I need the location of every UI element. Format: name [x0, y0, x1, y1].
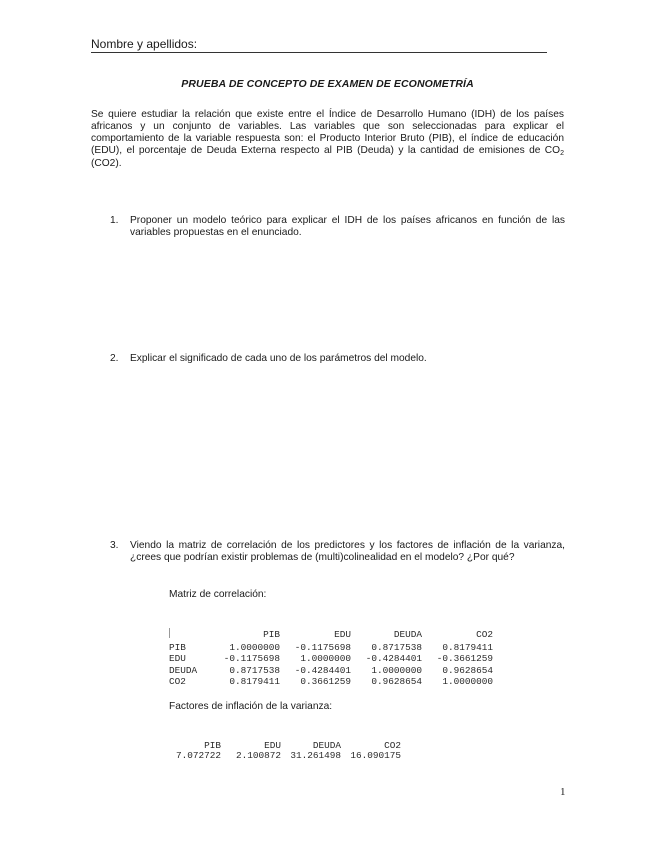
intro-paragraph — [91, 109, 564, 170]
cell: 31.261498 — [290, 750, 341, 761]
vif-label: Factores de inflación de la varianza: — [169, 701, 333, 712]
page-number: 1 — [560, 786, 566, 798]
cell: 16.090175 — [350, 750, 401, 761]
cell: -0.4284401 — [294, 664, 351, 676]
intro-text: Se quiere estudiar la relación que existe entre el Índice de Desarrollo Humano (IDH) de los países africanos y un conjunto de variables. Las variables que son seleccionadas para explicar el comportamiento de la variable respuesta son: el Producto Interior Bruto (PIB), el índice de educación (EDU), el porcentaje de Deuda Externa respecto al PIB (Deuda) y la cantidad de emisiones de CO — [91, 109, 564, 156]
name-field-line — [91, 38, 547, 53]
question-3 — [110, 540, 565, 564]
column-header: DEUDA — [393, 629, 422, 640]
question-number: 2. — [110, 353, 119, 364]
cell: 0.8717538 — [229, 664, 280, 676]
cell: 1.0000000 — [300, 653, 351, 664]
row-header: EDU — [169, 653, 186, 664]
cell: 1.0000000 — [442, 676, 493, 687]
column-header: CO2 — [384, 740, 401, 751]
vif-table — [169, 741, 401, 761]
cell: -0.1175698 — [294, 641, 351, 653]
column-header: CO2 — [476, 629, 493, 640]
intro-text-end: (CO2). — [91, 158, 122, 169]
row-header: PIB — [169, 641, 186, 653]
cell: -0.3661259 — [436, 653, 493, 664]
cell: 7.072722 — [175, 750, 221, 761]
table-row — [169, 751, 401, 761]
cell: 0.8179411 — [229, 676, 280, 687]
cell: 0.8717538 — [371, 641, 422, 653]
text-cursor — [169, 628, 170, 638]
row-header: CO2 — [169, 676, 186, 687]
question-text: Viendo la matriz de correlación de los predictores y los factores de inflación de la varianza, ¿crees que podrían existir problemas de (multi)colinealidad en el modelo? ¿Por qué? — [130, 540, 565, 563]
cell: 0.9628654 — [442, 664, 493, 676]
column-header: PIB — [263, 629, 280, 640]
row-header: DEUDA — [169, 664, 198, 676]
correlation-table — [169, 628, 493, 688]
cell: -0.4284401 — [365, 653, 422, 664]
column-header: PIB — [204, 740, 221, 751]
cell: 1.0000000 — [229, 641, 280, 653]
co2-subscript: 2 — [560, 150, 564, 157]
vif-output — [169, 719, 401, 772]
name-label: Nombre y apellidos: — [91, 37, 198, 51]
cell: 2.100872 — [235, 750, 281, 761]
correlation-matrix — [169, 606, 493, 699]
question-number: 1. — [110, 215, 119, 226]
cell: -0.1175698 — [223, 653, 280, 664]
cell: 0.8179411 — [442, 641, 493, 653]
table-row — [169, 676, 493, 688]
question-text: Explicar el significado de cada uno de los parámetros del modelo. — [130, 353, 427, 364]
question-1 — [110, 215, 565, 239]
column-header: EDU — [264, 740, 281, 751]
table-row — [169, 642, 493, 654]
question-text: Proponer un modelo teórico para explicar el IDH de los países africanos en función de las variables propuestas en el enunciado. — [130, 215, 565, 238]
question-number: 3. — [110, 540, 119, 551]
column-header: EDU — [334, 629, 351, 640]
cell: 0.9628654 — [371, 676, 422, 687]
question-2 — [110, 353, 565, 365]
column-header: DEUDA — [312, 740, 341, 751]
correlation-label: Matriz de correlación: — [169, 589, 267, 600]
table-row — [169, 653, 493, 665]
cell: 1.0000000 — [371, 664, 422, 676]
cell: 0.3661259 — [300, 676, 351, 687]
table-header-row — [169, 628, 493, 642]
table-row — [169, 665, 493, 677]
document-title: PRUEBA DE CONCEPTO DE EXAMEN DE ECONOMETRÍA — [181, 78, 474, 90]
